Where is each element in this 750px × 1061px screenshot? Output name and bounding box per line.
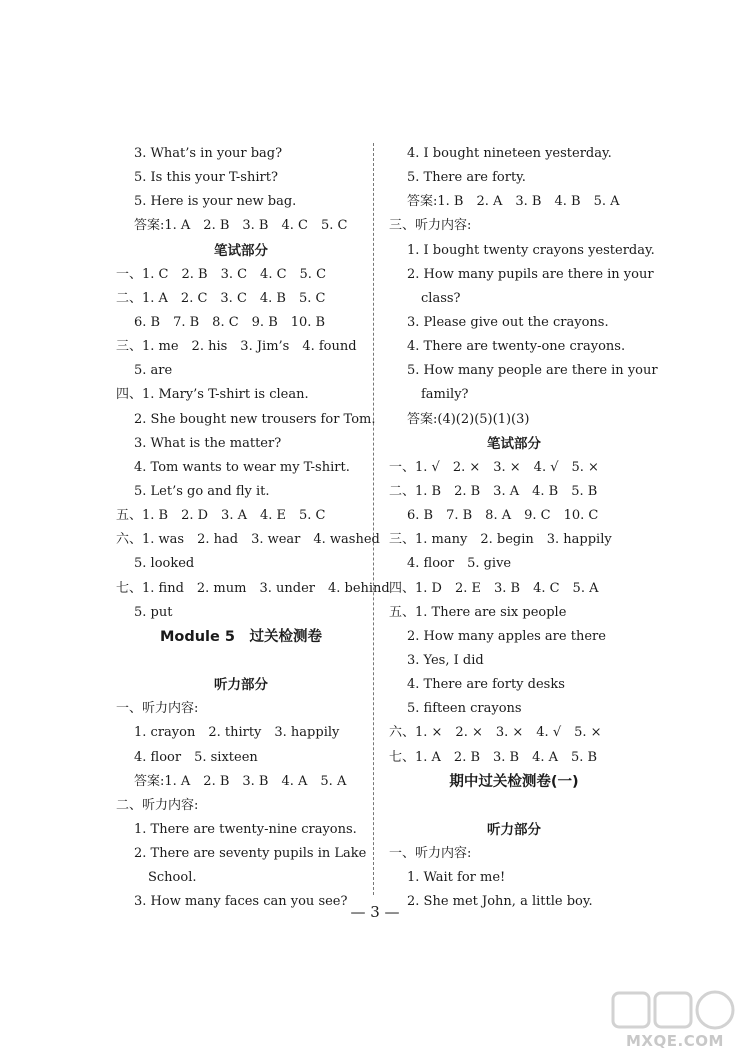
text-line: 一、听力内容: [389,846,472,862]
text-line: 六、1. was 2. had 3. wear 4. washed [116,532,380,548]
text-line: 三、听力内容: [389,218,472,234]
text-line: 一、1. C 2. B 3. C 4. C 5. C [116,266,327,282]
text-line: 5. are [134,363,173,379]
text-line: 3. Please give out the crayons. [407,314,609,330]
text-line: 2. There are seventy pupils in Lake [134,846,367,862]
answer-line: 答案:1. A 2. B 3. B 4. A 5. A [134,773,347,789]
text-line: family? [421,387,469,403]
text-line: 4. Tom wants to wear my T-shirt. [134,459,350,475]
text-line: 5. How many people are there in your [407,363,658,379]
text-line: 3. What’s in your bag? [134,146,283,161]
text-line: School. [148,870,197,886]
text-line: 1. I bought twenty crayons yesterday. [407,242,655,258]
spacer [389,795,639,819]
text-line: 6. B 7. B 8. C 9. B 10. B [134,314,326,330]
answer-line: 答案:1. A 2. B 3. B 4. C 5. C [134,218,348,234]
text-line: 4. I bought nineteen yesterday. [407,146,612,161]
text-line: 一、听力内容: [116,701,199,717]
text-line: 5. Is this your T-shirt? [134,170,278,186]
section-heading: 听力部分 [214,677,268,694]
text-line: 1. There are twenty-nine crayons. [134,821,357,837]
answer-line: 答案:1. B 2. A 3. B 4. B 5. A [407,194,620,210]
text-line: 六、1. × 2. × 3. × 4. √ 5. × [389,725,602,741]
text-line: 4. floor 5. give [407,556,512,572]
text-line: 2. How many apples are there [407,628,606,644]
answer-line: 答案:(4)(2)(5)(1)(3) [407,411,530,427]
section-heading: 笔试部分 [214,242,268,259]
text-line: 二、1. A 2. C 3. C 4. B 5. C [116,290,326,306]
text-line: 1. Wait for me! [407,870,506,886]
section-heading: 笔试部分 [487,435,541,452]
text-line: class? [421,290,461,306]
text-line: 2. How many pupils are there in your [407,266,654,282]
left-column [116,143,390,916]
text-line: 四、1. D 2. E 3. B 4. C 5. A [389,580,599,596]
test-title: Module 5 过关检测卷 [159,628,323,645]
column-divider [373,143,374,895]
text-line: 4. floor 5. sixteen [134,749,258,765]
text-line: 三、1. me 2. his 3. Jim’s 4. found [116,339,357,355]
text-line: 4. There are twenty-one crayons. [407,339,626,355]
text-line: 3. What is the matter? [134,435,282,451]
text-line: 5. looked [134,556,195,572]
page-number: — 3 — [350,903,400,921]
text-line: 2. She met John, a little boy. [407,894,593,910]
text-line: 5. Let’s go and fly it. [134,483,270,499]
text-line: 五、1. There are six people [389,604,567,620]
text-line: 6. B 7. B 8. A 9. C 10. C [407,508,599,524]
text-line: 一、1. √ 2. × 3. × 4. √ 5. × [389,459,599,475]
text-line: 七、1. find 2. mum 3. under 4. behind [116,580,390,596]
text-line: 2. She bought new trousers for Tom. [134,411,376,427]
text-line: 5. fifteen crayons [407,701,522,717]
text-line: 5. put [134,604,173,620]
text-line: 三、1. many 2. begin 3. happily [389,532,612,548]
section-heading: 听力部分 [487,821,541,838]
text-line: 4. There are forty desks [407,677,565,693]
right-column [389,143,658,916]
text-line: 3. Yes, I did [407,652,484,668]
spacer [116,650,366,674]
text-line: 二、1. B 2. B 3. A 4. B 5. B [389,483,598,499]
watermark-text: MXQE.COM [626,1032,724,1050]
test-title: 期中过关检测卷(一) [449,773,579,790]
text-line: 二、听力内容: [116,797,199,813]
text-line: 五、1. B 2. D 3. A 4. E 5. C [116,508,326,524]
text-line: 1. crayon 2. thirty 3. happily [134,725,340,741]
text-line: 3. How many faces can you see? [134,894,348,910]
text-line: 5. Here is your new bag. [134,194,297,210]
text-line: 四、1. Mary’s T-shirt is clean. [116,387,309,403]
text-line: 5. There are forty. [407,170,526,186]
text-line: 七、1. A 2. B 3. B 4. A 5. B [389,749,598,765]
